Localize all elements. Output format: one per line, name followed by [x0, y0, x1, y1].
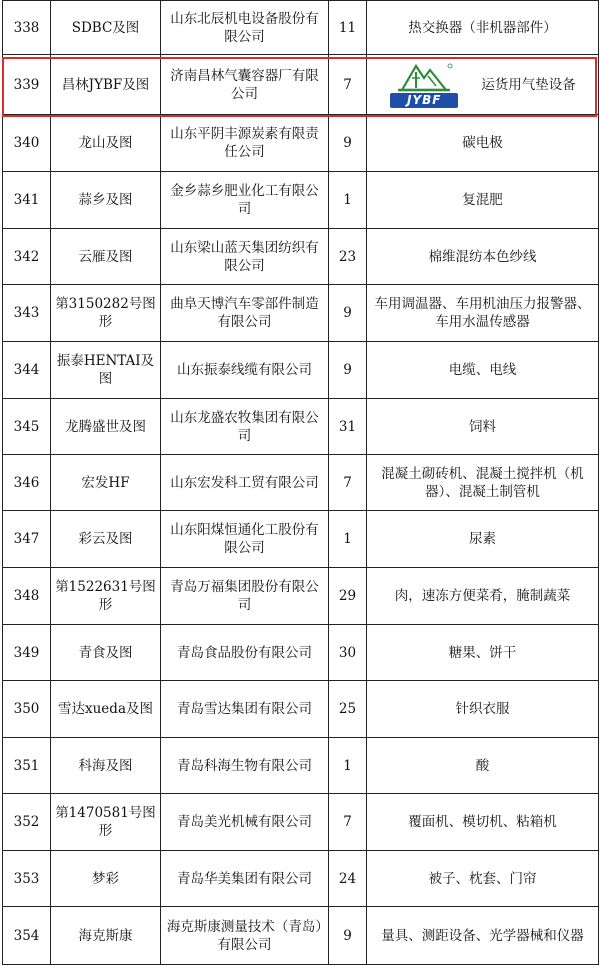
- class-count: 9: [329, 342, 367, 399]
- company-name: 山东北辰机电设备股份有限公司: [161, 1, 329, 55]
- class-count: 23: [329, 229, 367, 285]
- table-row: [3, 681, 599, 738]
- goods-description: 肉，速冻方便菜肴，腌制蔬菜: [367, 568, 599, 625]
- goods-description: 酸: [367, 738, 599, 794]
- row-number: 345: [3, 399, 51, 455]
- trademark-name: 龙腾盛世及图: [51, 399, 161, 455]
- row-number: 352: [3, 794, 51, 851]
- table-row: [3, 794, 599, 851]
- trademark-name: 青食及图: [51, 625, 161, 681]
- company-name: 山东梁山蓝天集团纺织有限公司: [161, 229, 329, 285]
- company-name: 青岛美光机械有限公司: [161, 794, 329, 851]
- company-name: 金乡蒜乡肥业化工有限公司: [161, 172, 329, 229]
- table-row: [3, 851, 599, 907]
- goods-description: 车用调温器、车用机油压力报警器、车用水温传感器: [367, 285, 599, 342]
- trademark-name: 云雁及图: [51, 229, 161, 285]
- class-count: 24: [329, 851, 367, 907]
- table-row: [3, 285, 599, 342]
- row-number: 346: [3, 455, 51, 511]
- trademark-name: 梦彩: [51, 851, 161, 907]
- class-count: 1: [329, 738, 367, 794]
- trademark-name: 振泰HENTAI及图: [51, 342, 161, 399]
- company-name: 山东振泰线缆有限公司: [161, 342, 329, 399]
- table-row: [3, 342, 599, 399]
- goods-description: 饲料: [367, 399, 599, 455]
- goods-description: 热交换器（非机器部件）: [367, 1, 599, 55]
- goods-description: 运货用气垫设备: [481, 76, 576, 93]
- goods-description: 碳电极: [367, 115, 599, 172]
- trademark-name: 第1470581号图形: [51, 794, 161, 851]
- goods-description: 覆面机、模切机、粘箱机: [367, 794, 599, 851]
- table-row: [3, 172, 599, 229]
- logo-wordmark: JYBF: [390, 93, 458, 108]
- company-name: 青岛食品股份有限公司: [161, 625, 329, 681]
- trademark-name: 第1522631号图形: [51, 568, 161, 625]
- company-name: 山东龙盛农牧集团有限公司: [161, 399, 329, 455]
- row-number: 349: [3, 625, 51, 681]
- row-number: 341: [3, 172, 51, 229]
- goods-description: 量具、测距设备、光学器械和仪器: [367, 907, 599, 965]
- jybf-logo-icon: [389, 62, 459, 108]
- goods-description: 电缆、电线: [367, 342, 599, 399]
- goods-description: 棉维混纺本色纱线: [367, 229, 599, 285]
- trademark-name: 雪达xueda及图: [51, 681, 161, 738]
- goods-description: 糖果、饼干: [367, 625, 599, 681]
- company-name: 曲阜天博汽车零部件制造有限公司: [161, 285, 329, 342]
- goods-description: 被子、枕套、门帘: [367, 851, 599, 907]
- class-count: 7: [329, 455, 367, 511]
- trademark-name: 彩云及图: [51, 511, 161, 568]
- table-row: [3, 115, 599, 172]
- table-row: [3, 907, 599, 965]
- goods-description: 尿素: [367, 511, 599, 568]
- trademark-name: 海克斯康: [51, 907, 161, 965]
- trademark-name: 第3150282号图形: [51, 285, 161, 342]
- row-number: 339: [3, 55, 51, 115]
- class-count: 9: [329, 907, 367, 965]
- company-name: 海克斯康测量技术（青岛）有限公司: [161, 907, 329, 965]
- class-count: 9: [329, 115, 367, 172]
- row-number: 338: [3, 1, 51, 55]
- trademark-name: 蒜乡及图: [51, 172, 161, 229]
- class-count: 1: [329, 172, 367, 229]
- mountain-logo-icon: [394, 62, 454, 92]
- trademark-name: 科海及图: [51, 738, 161, 794]
- class-count: 7: [329, 794, 367, 851]
- goods-description: 混凝土砌砖机、混凝土搅拌机（机器）、混凝土制管机: [367, 455, 599, 511]
- table-row: [3, 625, 599, 681]
- class-count: 30: [329, 625, 367, 681]
- company-name: 青岛万福集团股份有限公司: [161, 568, 329, 625]
- table-row: [3, 738, 599, 794]
- company-name: 山东阳煤恒通化工股份有限公司: [161, 511, 329, 568]
- class-count: 11: [329, 1, 367, 55]
- table-row: [3, 229, 599, 285]
- company-name: 青岛雪达集团有限公司: [161, 681, 329, 738]
- goods-description: 针织衣服: [367, 681, 599, 738]
- class-count: 1: [329, 511, 367, 568]
- trademark-name: 龙山及图: [51, 115, 161, 172]
- row-number: 344: [3, 342, 51, 399]
- company-name: 青岛华美集团有限公司: [161, 851, 329, 907]
- company-name: 青岛科海生物有限公司: [161, 738, 329, 794]
- row-number: 340: [3, 115, 51, 172]
- company-name: 山东宏发科工贸有限公司: [161, 455, 329, 511]
- trademark-name: 昌林JYBF及图: [51, 55, 161, 115]
- class-count: 31: [329, 399, 367, 455]
- table-row: [3, 511, 599, 568]
- table-row: [3, 1, 599, 55]
- class-count: 25: [329, 681, 367, 738]
- trademark-name: SDBC及图: [51, 1, 161, 55]
- row-number: 342: [3, 229, 51, 285]
- class-count: 7: [329, 55, 367, 115]
- row-number: 351: [3, 738, 51, 794]
- goods-description: 复混肥: [367, 172, 599, 229]
- trademark-table: [2, 0, 599, 965]
- row-number: 353: [3, 851, 51, 907]
- company-name: 济南昌林气囊容器厂有限公司: [161, 55, 329, 115]
- row-number: 347: [3, 511, 51, 568]
- company-name: 山东平阴丰源炭素有限责任公司: [161, 115, 329, 172]
- trademark-name: 宏发HF: [51, 455, 161, 511]
- row-number: 350: [3, 681, 51, 738]
- class-count: 9: [329, 285, 367, 342]
- row-number: 348: [3, 568, 51, 625]
- table-row: [3, 455, 599, 511]
- table-row: [3, 568, 599, 625]
- goods-cell-with-logo: [367, 55, 599, 115]
- row-number: 343: [3, 285, 51, 342]
- table-row: [3, 399, 599, 455]
- row-number: 354: [3, 907, 51, 965]
- table-row-highlighted: [3, 55, 599, 115]
- class-count: 29: [329, 568, 367, 625]
